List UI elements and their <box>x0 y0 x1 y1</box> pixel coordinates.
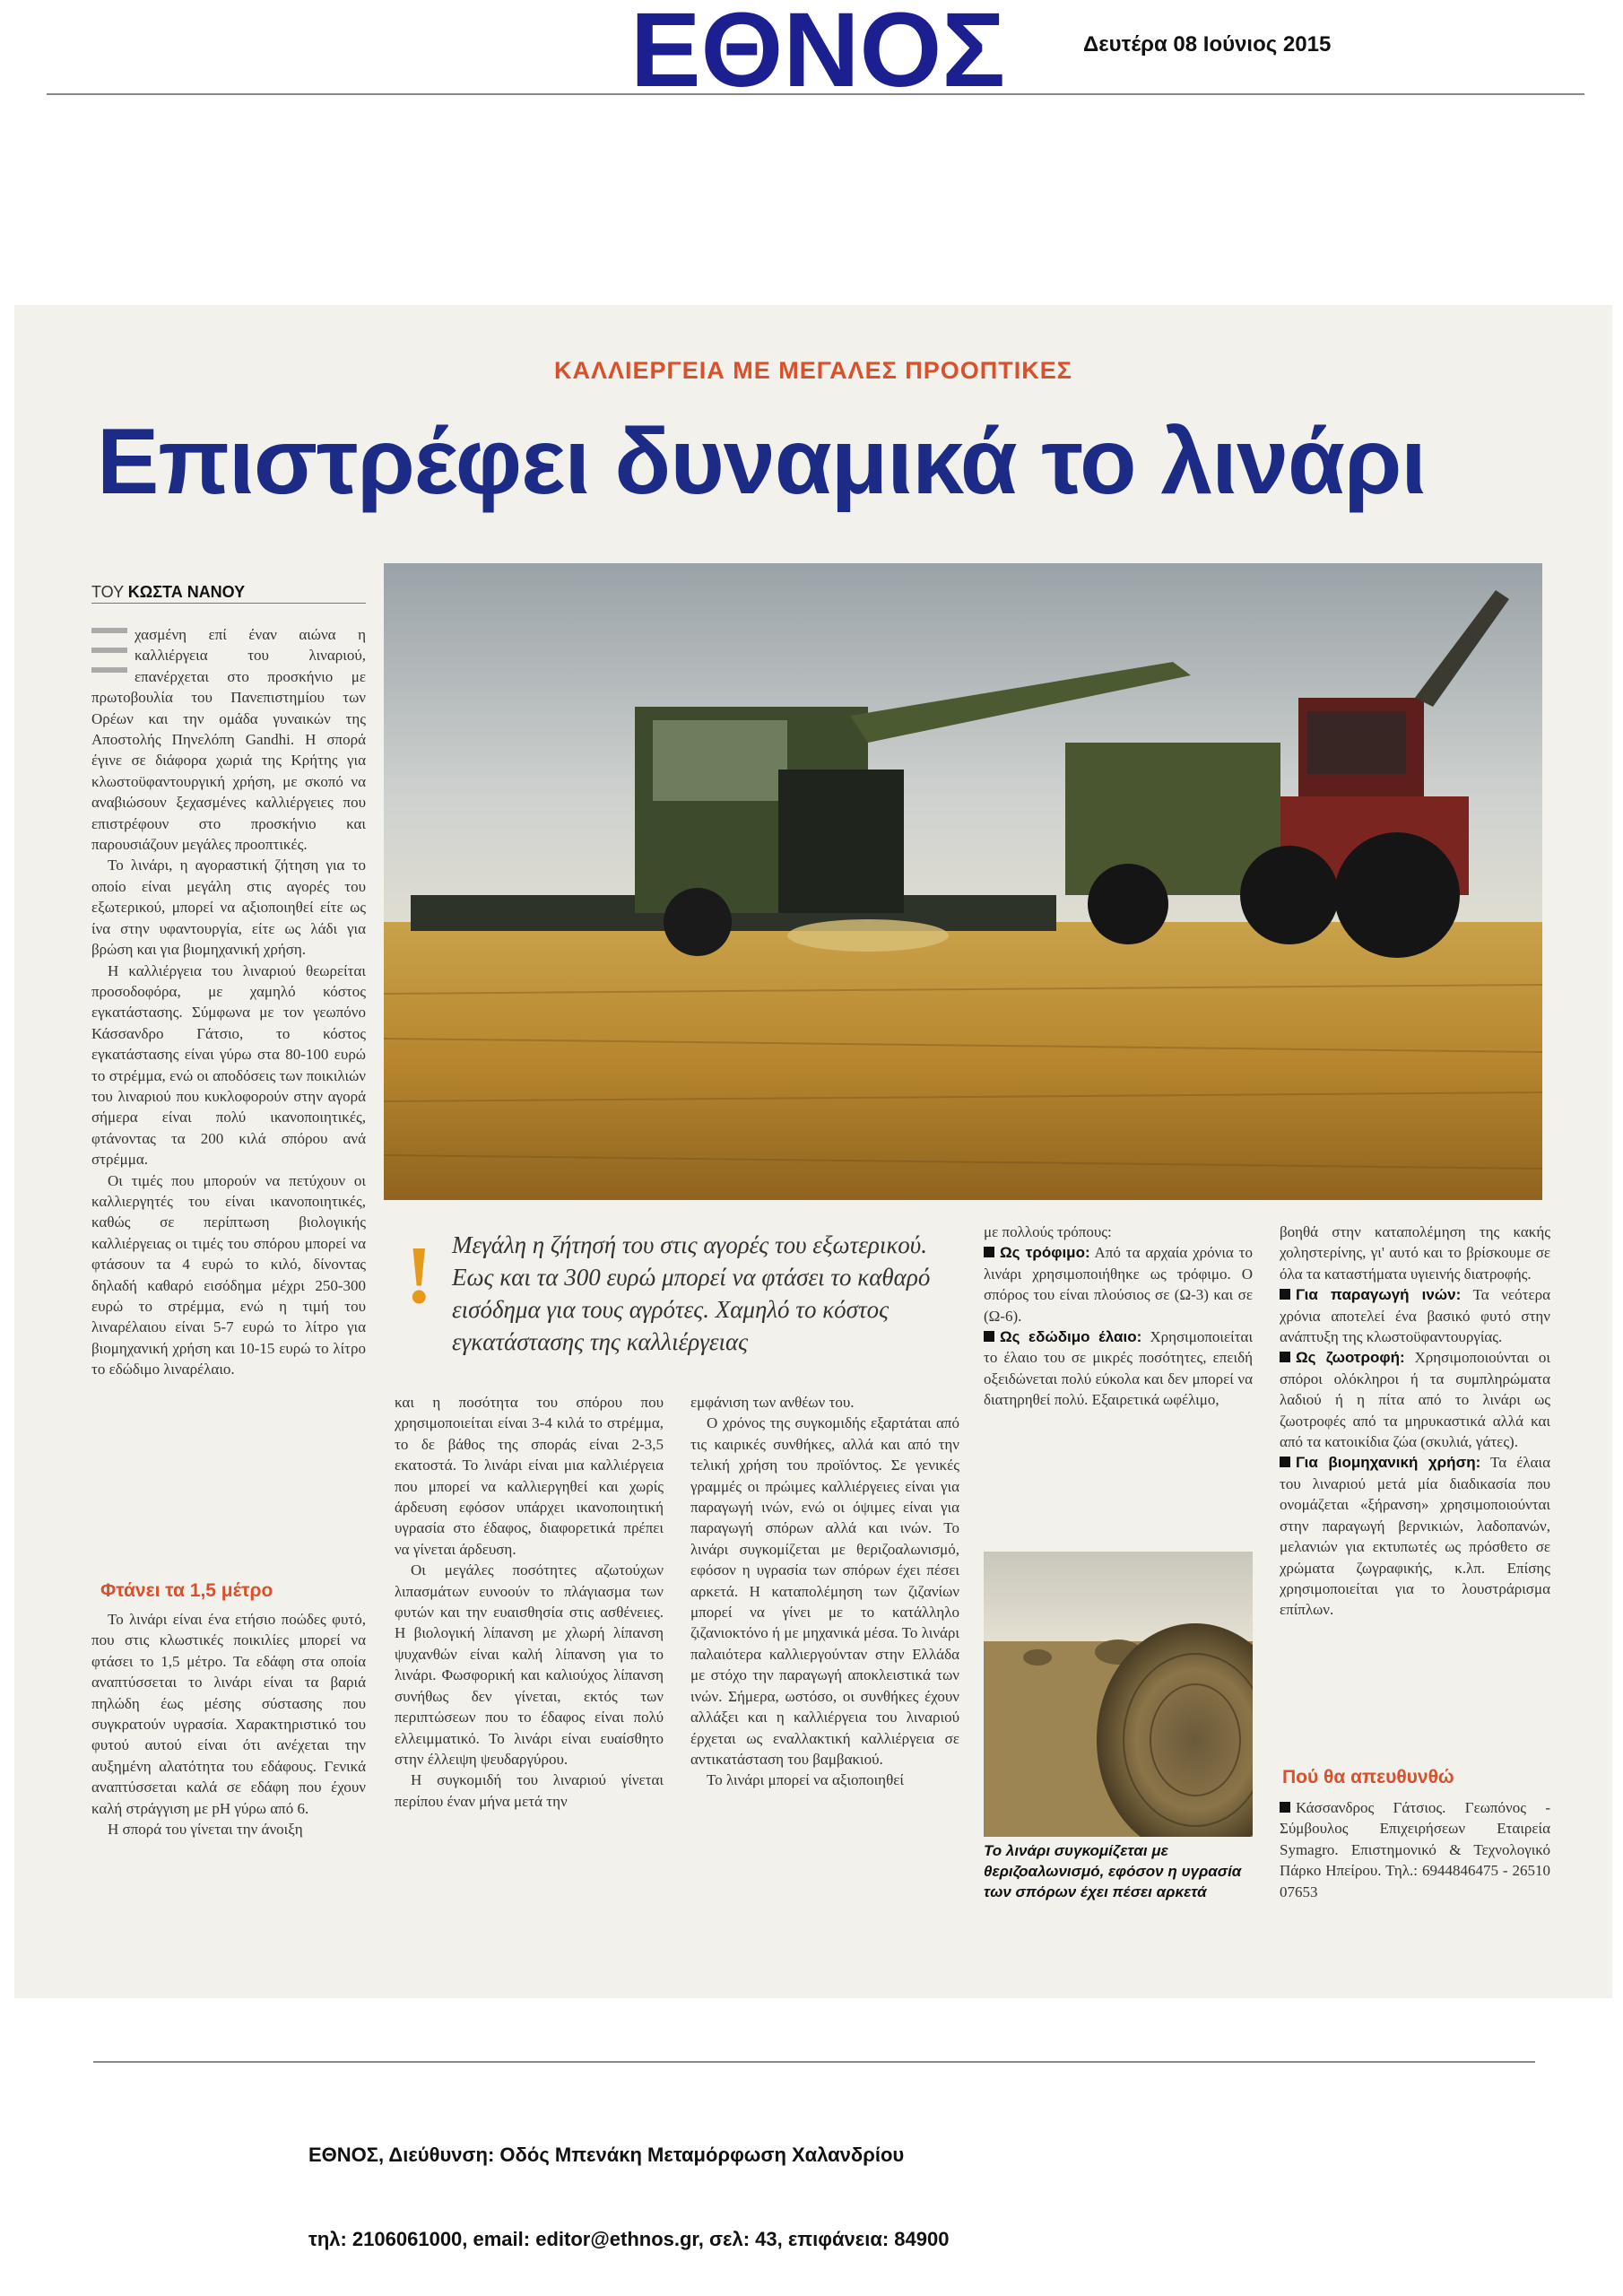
paragraph: βοηθά στην καταπολέμηση της κακής χοληστερίνης, γι' αυτό και το βρίσκουμε σε όλα τα καταστήματα υγιεινής διατροφής. <box>1280 1223 1550 1283</box>
dust-cloud <box>787 919 949 952</box>
wheat-field <box>384 922 1542 1200</box>
masthead <box>0 0 1623 99</box>
list-item: Για βιομηχανική χρήση: Τα έλαια του λιναριού μετά μία διαδικασία που ονομάζεται «ξήρανση» χρησιμοποιούνται στην παραγωγή βερνικιών, λαδοπανών, μελανιών για εκτυπωτές ως πρόσθετο σε χρώματα ζωγραφικής, κ.λπ. Επίσης χρησιμοποιείται για το λουστράρισμα επίπλων. <box>1280 1454 1550 1619</box>
paragraph: Οι μεγάλες ποσότητες αζωτούχων λιπασμάτων ευνοούν το πλάγιασμα των φυτών και την ευαισθησία στις ασθένειες. Η βιολογική λίπανση με χλωρή λίπανση ψυχανθών είναι καλή λίπανση για το λινάρι. Φωσφορική και καλιούχος λίπανση συνήθως δεν γίνεται, εκτός των περιπτώσεων που το έδαφος είναι πολύ ελλειμματικό. Το λινάρι είναι ευαίσθητο στην έλλειψη ψευδαργύρου. <box>395 1561 664 1768</box>
bullet-square-icon <box>1280 1457 1290 1467</box>
bullet-square-icon <box>984 1331 994 1342</box>
distant-bale <box>1023 1649 1052 1665</box>
paragraph: Οι τιμές που μπορούν να πετύχουν οι καλλιεργητές του είναι ικανοποιητικές, καθώς σε περίπτωση βιολογικής καλλιέργειας οι τιμές του σπόρου μπορεί να φτάσουν τα 4 ευρώ το κιλό, δίνοντας δηλαδή καθαρό εισόδημα μέχρι 250-300 ευρώ το στρέμμα, ενώ η τιμή του λιναρέλαιου είναι 5-7 ευρώ το λίτρο για βιομηχανική χρήση και 10-15 ευρώ το λίτρο το εδώδιμο λιναρέλαιο. <box>91 1171 366 1378</box>
article-column-4 <box>984 1222 1253 1411</box>
article-column-1 <box>91 624 366 1380</box>
paragraph: Το λινάρι είναι ένα ετήσιο ποώδες φυτό, που στις κλωστικές ποικιλίες μπορεί να φτάσει το 1,5 μέτρο. Τα εδάφη στα οποία αναπτύσσεται το λινάρι είναι τα βαριά πηλώδη έως μέσης σύστασης που συγκρατούν υγρασία. Χαρακτηριστικό του φυτού αυτού είναι ότι ανέχεται την αυξημένη αλατότητα του εδάφους. Γενικά αναπτύσσεται καλά σε εδάφη που έχουν καλή στράγγιση με pH γύρω από 6. <box>91 1611 366 1817</box>
harvester-photo <box>384 563 1542 1200</box>
article-column-1-continued <box>91 1609 366 1839</box>
publication-date: Δευτέρα 08 Ιούνιος 2015 <box>1083 32 1332 57</box>
article-column-3 <box>690 1392 959 1791</box>
paragraph: Η συγκομιδή του λιναριού γίνεται περίπου έναν μήνα μετά την <box>395 1771 664 1810</box>
photo-caption: Το λινάρι συγκομίζεται με θεριζοαλωνισμό, εφόσον η υγρασία των σπόρων έχει πέσει αρκετά <box>984 1842 1242 1900</box>
article-kicker: ΚΑΛΛΙΕΡΓΕΙΑ ΜΕ ΜΕΓΑΛΕΣ ΠΡΟΟΠΤΙΚΕΣ <box>554 357 1072 384</box>
footer-address: ΕΘΝΟΣ, Διεύθυνση: Οδός Μπενάκη Μεταμόρφωση Χαλανδρίου <box>308 2144 905 2166</box>
byline-prefix: ΤΟΥ <box>91 583 124 601</box>
subheading-contact: Πού θα απευθυνθώ <box>1282 1767 1454 1787</box>
list-item: Για παραγωγή ινών: Τα νεότερα χρόνια αποτελεί ένα βασικό φυτό στην ανάπτυξη της κλωστοϋφαντουργίας. <box>1280 1286 1551 1346</box>
subheading-height: Φτάνει τα 1,5 μέτρο <box>100 1580 273 1601</box>
paragraph: με πολλούς τρόπους: <box>984 1223 1112 1240</box>
contact-text: Κάσσανδρος Γάτσιος. Γεωπόνος - Σύμβουλος Επιχειρήσεων Εταιρεία Symagro. Επιστημονικό & Τεχνολογικό Πάρκο Ηπείρου. Τηλ.: 6944846475 - 26510 07653 <box>1280 1799 1550 1900</box>
paragraph: εμφάνιση των ανθέων του. <box>690 1394 855 1411</box>
bullet-square-icon <box>1280 1289 1290 1300</box>
ethnos-logo <box>594 0 1042 97</box>
byline-divider <box>91 603 366 604</box>
byline-author: ΚΩΣΤΑ ΝΑΝΟΥ <box>127 583 246 601</box>
footer-divider <box>93 2061 1535 2063</box>
header-divider <box>47 93 1584 95</box>
paragraph: Η σπορά του γίνεται την άνοιξη <box>108 1821 303 1839</box>
byline <box>91 583 245 602</box>
footer-details: τηλ: 2106061000, email: editor@ethnos.gr, σελ: 43, επιφάνεια: 84900 <box>308 2228 950 2250</box>
bullet-square-icon <box>1280 1352 1290 1362</box>
paragraph: χασμένη επί έναν αιώνα η καλλιέργεια του λιναριού, επανέρχεται στο προσκήνιο με πρωτοβουλία του Πανεπιστημίου των Ορέων και την ομάδα γυναικών της Αποστολής Πηνελόπη Gandhi. Η σπορά έγινε σε διάφορα χωριά της Κρήτης για κλωστοϋφαντουργική χρήση, με σκοπό να αναβιώσουν ξεχασμένες καλλιέργειες που επιστρέφουν στο προσκήνιο και παρουσιάζουν μεγάλες προοπτικές. <box>91 626 366 854</box>
article-column-2 <box>395 1392 664 1812</box>
pull-quote-text: Μεγάλη η ζήτησή του στις αγορές του εξωτερικού. Εως και τα 300 ευρώ μπορεί να φτάσει το καθαρό εισόδημα για τους αγρότες. Χαμηλό το κόστος εγκατάστασης της καλλιέργειας <box>452 1231 931 1355</box>
pull-quote <box>384 1222 965 1376</box>
list-item: Ως τρόφιμο: Από τα αρχαία χρόνια το λινάρι χρησιμοποιήθηκε ως τρόφιμο. Ο σπόρος του είναι πλούσιος σε (Ω-3) και σε (Ω-6). <box>984 1244 1254 1325</box>
contact-info <box>1280 1797 1550 1902</box>
paragraph: Το λινάρι, η αγοραστική ζήτηση για το οποίο είναι μεγάλη στις αγορές του εξωτερικού, μπορεί να αξιοποιηθεί είτε ως ίνα στην υφαντουργία, είτε ως λάδι για βρώση και για βιομηχανική χρήση. <box>91 857 366 959</box>
paragraph: Ο χρόνος της συγκομιδής εξαρτάται από τις καιρικές συνθήκες, αλλά και από την τελική χρήση του προϊόντος. Σε γενικές γραμμές οι πρώιμες καλλιέργειες είναι για παραγωγή ινών, ενώ οι όψιμες είναι για παραγωγή σπόρων αλλά και ινών. Το λινάρι συγκομίζεται με θεριζοαλωνισμό, εφόσον η υγρασία των σπόρων έχει πέσει αρκετά. Η καταπολέμηση των ζιζανίων μπορεί να γίνει με το κατάλληλο ζιζανιοκτόνο ή με μηχανικά μέσα. Το λινάρι παλαιότερα καλλιεργούνταν στην Ελλάδα με στόχο την παραγωγή αποκλειστικά των ινών. Σήμερα, ωστόσο, οι συνθήκες έχουν αλλάξει και η καλλιέργεια του λιναριού έρχεται ως εναλλακτική καλλιέργεια σε αντικατάσταση του βαμβακιού. <box>690 1414 959 1768</box>
article-column-5 <box>1280 1222 1550 1621</box>
paragraph: Το λινάρι μπορεί να αξιοποιηθεί <box>707 1771 904 1789</box>
exclamation-icon: ! <box>405 1229 433 1320</box>
paragraph: και η ποσότητα του σπόρου που χρησιμοποιείται είναι 3-4 κιλά το στρέμμα, το δε βάθος της σποράς είναι 2-3,5 εκατοστά. Το λινάρι είναι μια καλλιέργεια που μπορεί να καλλιεργηθεί και χωρίς άρδευση εφόσον υπάρχει ικανοποιητική υγρασία στο έδαφος, διαφορετικά πρέπει να γίνεται άρδευση. <box>395 1394 664 1558</box>
hay-bales-photo <box>984 1552 1253 1837</box>
paragraph: Η καλλιέργεια του λιναριού θεωρείται προσοδοφόρα, με χαμηλό κόστος εγκατάστασης. Σύμφωνα με τον γεωπόνο Κάσσανδρο Γάτσιο, το κόστος εγκατάστασης είναι γύρω στα 80-100 ευρώ το στρέμμα, ενώ οι αποδόσεις των ποικιλιών του λιναριού που κυκλοφορούν στην αγορά σήμερα είναι πολύ ικανοποιητικές, φτάνοντας τα 200 κιλά σπόρου ανά στρέμμα. <box>91 961 366 1169</box>
list-item: Ως ζωοτροφή: Χρησιμοποιούνται οι σπόροι ολόκληροι ή τα συμπληρώματα λαδιού ή η πίτα από το λινάρι ως ζωοτροφές από τα μηρυκαστικά αλλά και από τα κατοικίδια ζώα (σκυλιά, γάτες). <box>1280 1349 1550 1451</box>
list-item: Ως εδώδιμο έλαιο: Χρησιμοποιείται το έλαιο του σε μικρές ποσότητες, επειδή οξειδώνεται πολύ εύκολα και δεν μπορεί να διατηρηθεί πολύ. Εξαιρετικά ωφέλιμο, <box>984 1328 1254 1409</box>
article-headline: Επιστρέφει δυναμικά το λινάρι <box>97 410 1427 514</box>
bullet-square-icon <box>1280 1802 1290 1813</box>
drop-cap <box>91 628 127 683</box>
svg-text:ΕΘΝΟΣ: ΕΘΝΟΣ <box>629 0 1006 97</box>
bullet-square-icon <box>984 1247 994 1257</box>
